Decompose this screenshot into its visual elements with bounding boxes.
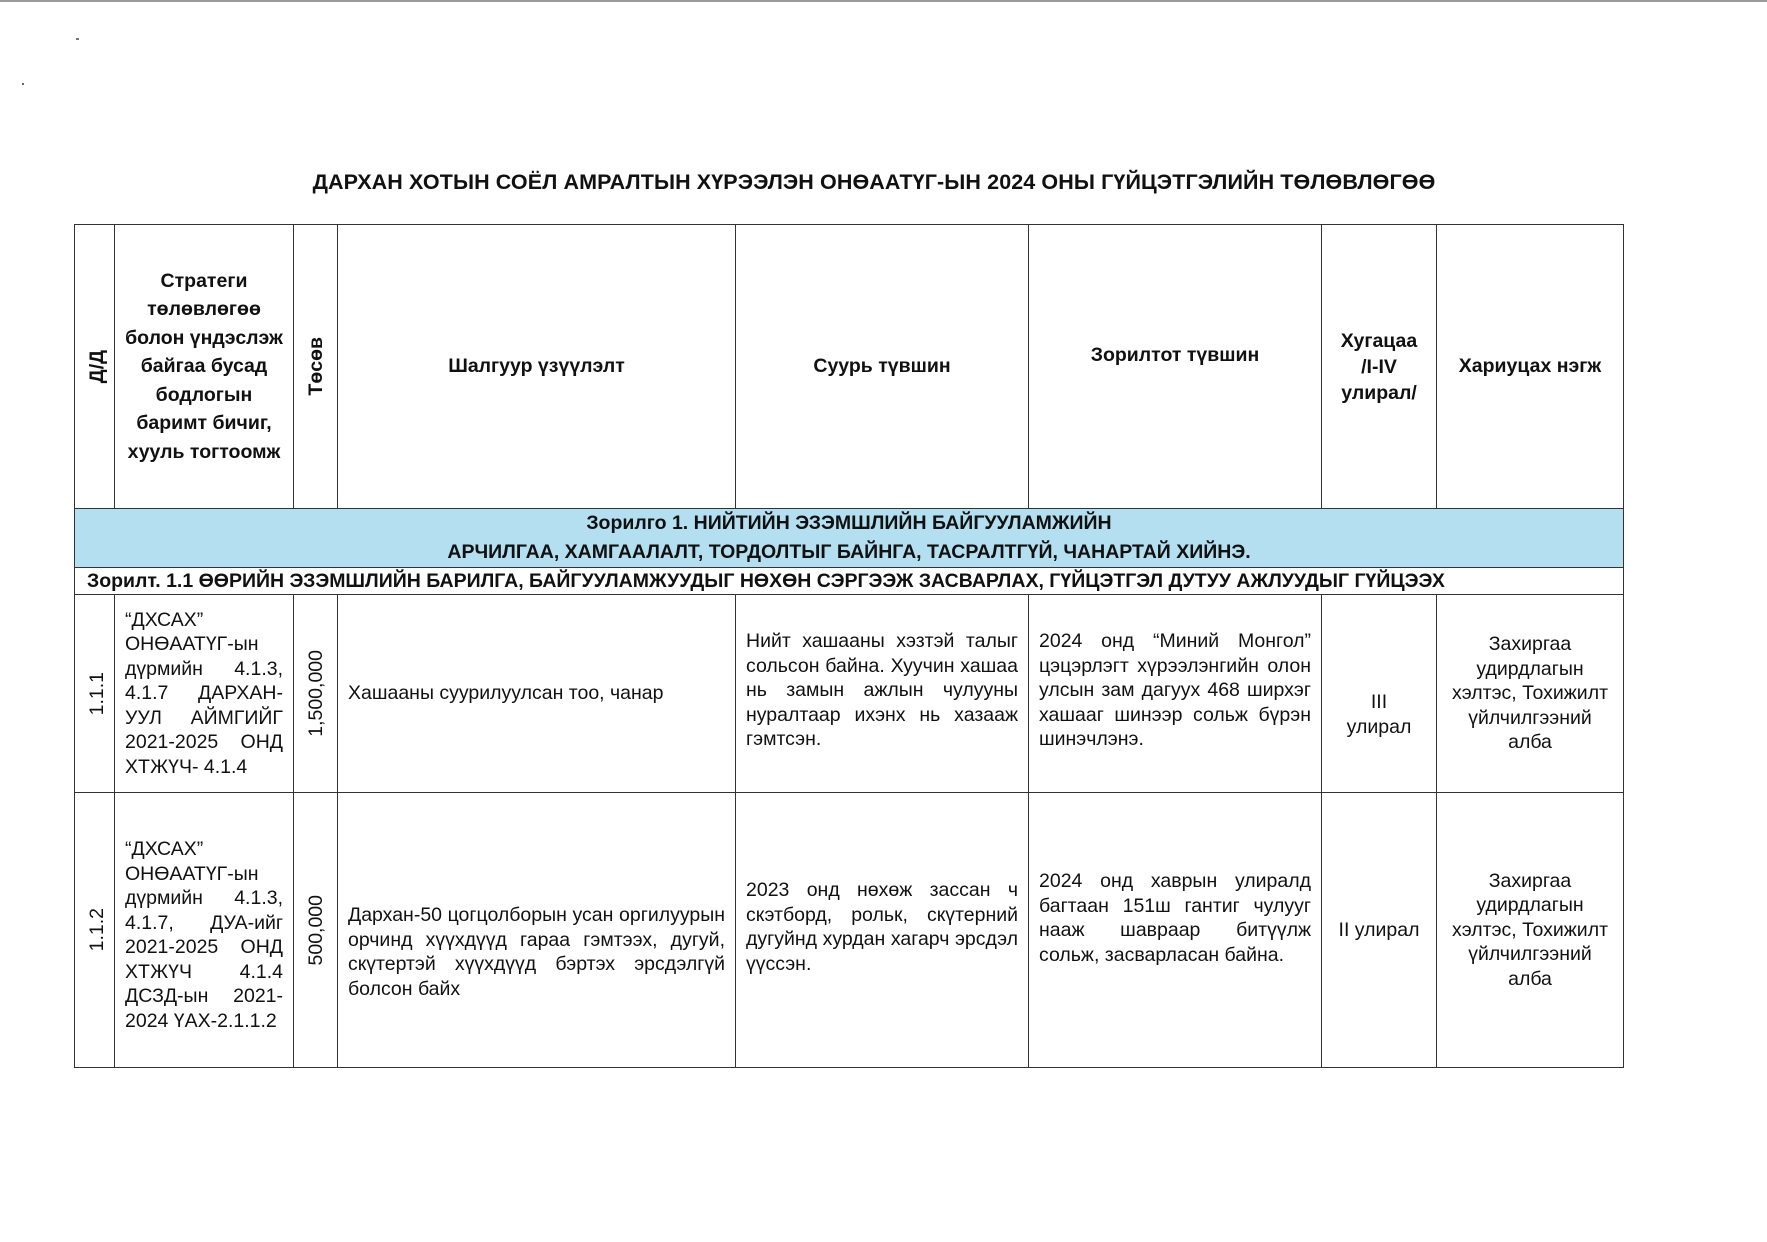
row-responsible: Захиргаа удирдлагын хэлтэс, Тохижилт үйлчилгээний алба — [1437, 793, 1624, 1068]
row-strategy: “ДХСАХ” ОНӨААТҮГ-ын дүрмийн 4.1.3, 4.1.7 ДАРХАН-УУЛ АЙМГИЙГ 2021-2025 ОНД ХТЖҮЧ- 4.1.4 — [115, 595, 294, 793]
row-target: 2024 онд хаврын улиралд багтаан 151ш гантиг чулууг нааж шавраар битүүлж сольж, засварласан байна. — [1029, 793, 1322, 1068]
scan-speck — [76, 38, 79, 40]
row-budget: 1,500,000 — [294, 595, 338, 793]
page-top-edge — [0, 0, 1767, 2]
goal-cell — [75, 509, 1624, 568]
header-strategy: Стратеги төлөвлөгөө болон үндэслэж байгаа бусад бодлогын баримт бичиг, хууль тогтоомж — [115, 225, 294, 509]
goal-line-1: Зорилго 1. НИЙТИЙН ЭЗЭМШЛИЙН БАЙГУУЛАМЖИЙН — [586, 512, 1112, 534]
header-timeline: Хугацаа /I-IV улирал/ — [1322, 225, 1437, 509]
goal-line-2: АРЧИЛГАА, ХАМГААЛАЛТ, ТОРДОЛТЫГ БАЙНГА, ТАСРАЛТГҮЙ, ЧАНАРТАЙ ХИЙНЭ. — [447, 541, 1251, 563]
row-strategy: “ДХСАХ” ОНӨААТҮГ-ын дүрмийн 4.1.3, 4.1.7, ДУА-ийг 2021-2025 ОНД ХТЖҮЧ 4.1.4 ДСЗД-ын 2021-2024 ҮАХ-2.1.1.2 — [115, 793, 294, 1068]
goal-row — [75, 509, 1624, 568]
header-budget: Төсөв — [294, 225, 338, 509]
header-no: Д/Д — [75, 225, 115, 509]
row-no: 1.1.2 — [75, 793, 115, 1068]
row-timeline: II улирал — [1322, 793, 1437, 1068]
header-criteria: Шалгуур үзүүлэлт — [338, 225, 736, 509]
row-criteria: Дархан-50 цогцолборын усан оргилуурын орчинд хүүхдүүд гараа гэмтээх, дугуй, скүтертэй хүүхдүүд бэртэх эрсдэлгүй болсон байх — [338, 793, 736, 1068]
row-responsible: Захиргаа удирдлагын хэлтэс, Тохижилт үйлчилгээний алба — [1437, 595, 1624, 793]
header-target: Зорилтот түвшин — [1029, 225, 1322, 509]
header-row — [75, 225, 1624, 509]
row-baseline: Нийт хашааны хэзтэй талыг сольсон байна. Хуучин хашаа нь замын ажлын чулууны нуралтаар ихэнх нь хазааж гэмтсэн. — [736, 595, 1029, 793]
table-row — [75, 595, 1624, 793]
row-baseline: 2023 онд нөхөж зассан ч скэтборд, рольк, скүтерний дугуйнд хурдан хагарч эрсдэл үүссэн. — [736, 793, 1029, 1068]
row-timeline: III улирал — [1322, 595, 1437, 793]
row-target: 2024 онд “Миний Монгол” цэцэрлэгт хүрээлэнгийн олон улсын зам дагуух 468 ширхэг хашааг шинээр сольж бүрэн шинэчлэнэ. — [1029, 595, 1322, 793]
table-row — [75, 793, 1624, 1068]
header-baseline: Суурь түвшин — [736, 225, 1029, 509]
row-criteria: Хашааны суурилуулсан тоо, чанар — [338, 595, 736, 793]
scan-speck — [22, 83, 24, 85]
plan-table — [74, 224, 1624, 1068]
row-budget: 500,000 — [294, 793, 338, 1068]
objective-cell: Зорилт. 1.1 ӨӨРИЙН ЭЗЭМШЛИЙН БАРИЛГА, БАЙГУУЛАМЖУУДЫГ НӨХӨН СЭРГЭЭЖ ЗАСВАРЛАХ, ГҮЙЦЭТГЭЛ ДУТУУ АЖЛУУДЫГ ГҮЙЦЭЭХ — [75, 568, 1624, 595]
row-no: 1.1.1 — [75, 595, 115, 793]
document-title: ДАРХАН ХОТЫН СОЁЛ АМРАЛТЫН ХҮРЭЭЛЭН ОНӨААТҮГ-ЫН 2024 ОНЫ ГҮЙЦЭТГЭЛИЙН ТӨЛӨВЛӨГӨӨ — [312, 170, 1436, 194]
objective-row — [75, 568, 1624, 595]
header-responsible: Хариуцах нэгж — [1437, 225, 1624, 509]
